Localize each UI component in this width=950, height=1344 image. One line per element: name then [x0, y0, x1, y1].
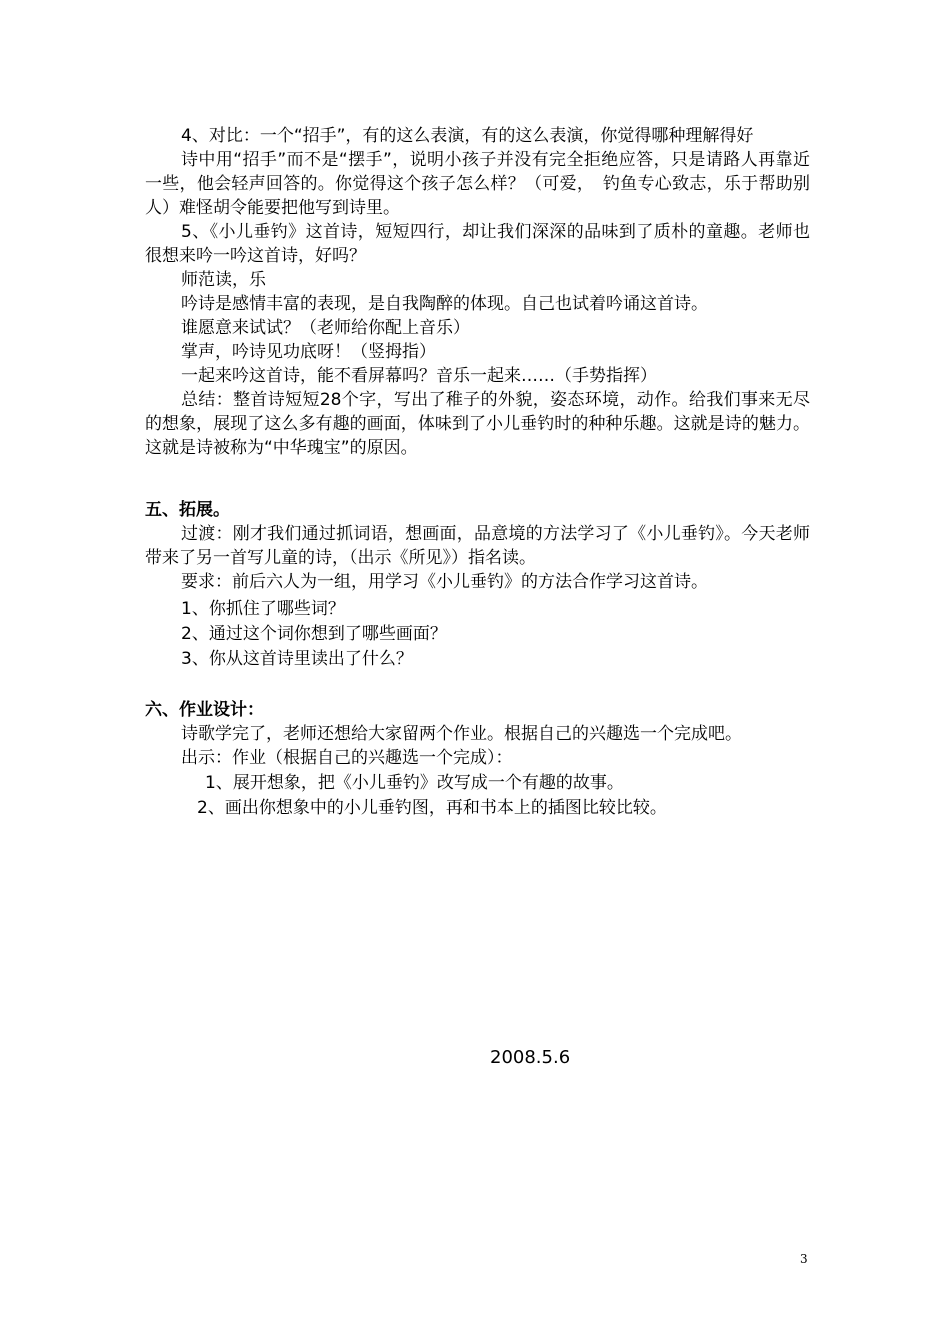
list-item: 1、展开想象，把《小儿垂钓》改写成一个有趣的故事。	[205, 773, 624, 793]
paragraph-requirement: 要求：前后六人为一组，用学习《小儿垂钓》的方法合作学习这首诗。	[181, 572, 708, 592]
paragraph-conclusion: 总结：整首诗短短28个字，写出了稚子的外貌，姿态环境，动作。给我们事来无尽的想象，展现了这么多有趣的画面，体味到了小儿垂钓时的种种乐趣。这就是诗的魅力。这就是诗被称为“中华瑰宝”的原因。	[145, 390, 810, 458]
paragraph-zhaoshou: 诗中用“招手”而不是“摆手”，说明小孩子并没有完全拒绝应答，只是请路人再靠近一些，他会轻声回答的。你觉得这个孩子怎么样？（可爱， 钓鱼专心致志，乐于帮助别人）难怪胡令能要把他写到诗里。	[145, 150, 810, 218]
section-5-block	[145, 522, 810, 594]
paragraph-homework-intro: 诗歌学完了，老师还想给大家留两个作业。根据自己的兴趣选一个完成吧。	[181, 724, 742, 744]
list-item: 3、你从这首诗里读出了什么？	[181, 649, 413, 669]
list-item: 1、你抓住了哪些词？	[181, 599, 345, 619]
paragraph-together: 一起来吟这首诗，能不看屏幕吗？音乐一起来……（手势指挥）	[181, 366, 657, 386]
paragraph-recitation: 吟诗是感情丰富的表现，是自我陶醉的体现。自己也试着吟诵这首诗。	[181, 294, 708, 314]
paragraph-compare: 4、对比：一个“招手”，有的这么表演，有的这么表演，你觉得哪种理解得好	[181, 126, 754, 146]
paragraph-homework-show: 出示：作业（根据自己的兴趣选一个完成）：	[181, 748, 513, 768]
section-5-heading: 五、拓展。	[145, 500, 230, 520]
page-number: 3	[800, 1252, 808, 1266]
list-item: 2、通过这个词你想到了哪些画面？	[181, 624, 447, 644]
section-6-heading: 六、作业设计：	[145, 700, 264, 720]
paragraph-teacher-reading: 师范读，乐	[181, 270, 266, 290]
paragraph-transition: 过渡：刚才我们通过抓词语，想画面，品意境的方法学习了《小儿垂钓》。今天老师带来了另一首写儿童的诗，（出示《所见》）指名读。	[145, 524, 810, 568]
paragraph-poem-summary: 5、《小儿垂钓》这首诗，短短四行，却让我们深深的品味到了质朴的童趣。老师也很想来吟一吟这首诗，好吗？	[145, 222, 810, 266]
paragraph-applause: 掌声，吟诗见功底呀！（竖拇指）	[181, 342, 436, 362]
paragraph-volunteer: 谁愿意来试试？（老师给你配上音乐）	[181, 318, 470, 338]
document-date: 2008.5.6	[490, 1047, 571, 1068]
list-item: 2、画出你想象中的小儿垂钓图，再和书本上的插图比较比较。	[197, 798, 667, 818]
section-4-block	[145, 124, 810, 460]
